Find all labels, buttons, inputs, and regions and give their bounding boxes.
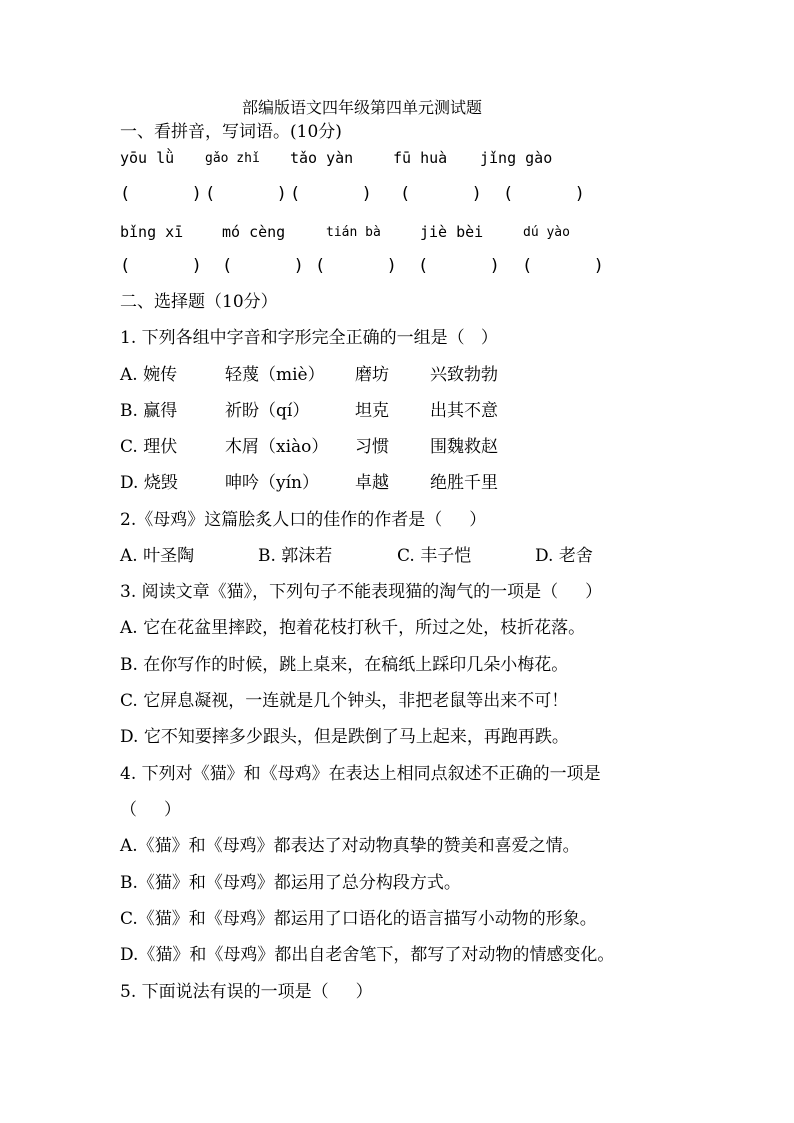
q4-option-b: B.《猫》和《母鸡》都运用了总分构段方式。 bbox=[120, 873, 461, 893]
section2-heading: 二、选择题（10分） bbox=[120, 292, 278, 312]
q1-option-d-word4: 绝胜千里 bbox=[430, 473, 498, 493]
q1-option-d-word3: 卓越 bbox=[355, 473, 389, 493]
question-3-stem: 3. 阅读文章《猫》，下列句子不能表现猫的淘气的一项是（ ） bbox=[120, 582, 603, 602]
pinyin-item: tǎo yàn bbox=[290, 149, 354, 167]
question-2-stem: 2.《母鸡》这篇脍炙人口的佳作的作者是（ ） bbox=[120, 510, 487, 530]
pinyin-item: dú yào bbox=[523, 225, 570, 240]
q1-option-d-word2: 呻吟（yín） bbox=[225, 473, 319, 493]
answer-blank[interactable]: ( ) bbox=[503, 184, 585, 204]
pinyin-item: mó cèng bbox=[222, 223, 286, 241]
q1-option-a-word1: A. 婉传 bbox=[120, 365, 178, 385]
pinyin-item: jiè bèi bbox=[420, 223, 484, 241]
q2-option-a: A. 叶圣陶 bbox=[120, 546, 195, 566]
q1-option-b-word4: 出其不意 bbox=[430, 401, 498, 421]
pinyin-item: bǐng xī bbox=[120, 223, 184, 241]
q1-option-a-word4: 兴致勃勃 bbox=[430, 365, 498, 385]
q3-option-b: B. 在你写作的时候，跳上桌来，在稿纸上踩印几朵小梅花。 bbox=[120, 655, 569, 675]
section1-heading: 一、看拼音，写词语。(10分) bbox=[120, 122, 342, 142]
q1-option-a-word3: 磨坊 bbox=[355, 365, 389, 385]
answer-blank[interactable]: ( ) bbox=[120, 184, 202, 204]
q1-option-c-word2: 木屑（xiào） bbox=[225, 437, 329, 457]
q2-option-b: B. 郭沫若 bbox=[258, 546, 333, 566]
answer-blank[interactable]: ( ) bbox=[205, 184, 287, 204]
q3-option-c: C. 它屏息凝视，一连就是几个钟头，非把老鼠等出来不可！ bbox=[120, 691, 569, 711]
q1-option-c-word3: 习惯 bbox=[355, 437, 389, 457]
q1-option-b-word1: B. 赢得 bbox=[120, 401, 178, 421]
q1-option-b-word2: 祈盼（qí） bbox=[225, 401, 310, 421]
pinyin-item: gǎo zhǐ bbox=[205, 151, 260, 166]
answer-blank[interactable]: ( ) bbox=[400, 184, 482, 204]
page-title: 部编版语文四年级第四单元测试题 bbox=[242, 98, 483, 117]
q2-option-d: D. 老舍 bbox=[535, 546, 593, 566]
q1-option-a-word2: 轻蔑（miè） bbox=[225, 365, 325, 385]
answer-blank[interactable]: ( ) bbox=[290, 184, 372, 204]
answer-blank[interactable]: ( ) bbox=[522, 256, 604, 276]
pinyin-item: yōu lǜ bbox=[120, 149, 175, 167]
q1-option-c-word1: C. 理伏 bbox=[120, 437, 178, 457]
answer-blank[interactable]: ( ) bbox=[120, 256, 202, 276]
q1-option-b-word3: 坦克 bbox=[355, 401, 389, 421]
question-4-answer-blank[interactable]: （ ） bbox=[120, 800, 182, 820]
q1-option-c-word4: 围魏救赵 bbox=[430, 437, 498, 457]
pinyin-item: tián bà bbox=[326, 225, 381, 240]
question-4-stem: 4. 下列对《猫》和《母鸡》在表达上相同点叙述不正确的一项是 bbox=[120, 764, 601, 784]
q3-option-d: D. 它不知要摔多少跟头，但是跌倒了马上起来，再跑再跌。 bbox=[120, 727, 569, 747]
answer-blank[interactable]: ( ) bbox=[222, 256, 304, 276]
q2-option-c: C. 丰子恺 bbox=[397, 546, 472, 566]
q1-option-d-word1: D. 烧毁 bbox=[120, 473, 178, 493]
question-5-stem: 5. 下面说法有误的一项是（ ） bbox=[120, 982, 373, 1002]
answer-blank[interactable]: ( ) bbox=[418, 256, 500, 276]
q4-option-d: D.《猫》和《母鸡》都出自老舍笔下，都写了对动物的情感变化。 bbox=[120, 945, 615, 965]
q4-option-c: C.《猫》和《母鸡》都运用了口语化的语言描写小动物的形象。 bbox=[120, 909, 597, 929]
q3-option-a: A. 它在花盆里摔跤，抱着花枝打秋千，所过之处，枝折花落。 bbox=[120, 618, 586, 638]
question-1-stem: 1. 下列各组中字音和字形完全正确的一组是（ ） bbox=[120, 328, 498, 348]
pinyin-item: fū huà bbox=[393, 149, 448, 167]
pinyin-item: jǐng gào bbox=[480, 149, 553, 167]
q4-option-a: A.《猫》和《母鸡》都表达了对动物真挚的赞美和喜爱之情。 bbox=[120, 836, 580, 856]
answer-blank[interactable]: ( ) bbox=[315, 256, 397, 276]
